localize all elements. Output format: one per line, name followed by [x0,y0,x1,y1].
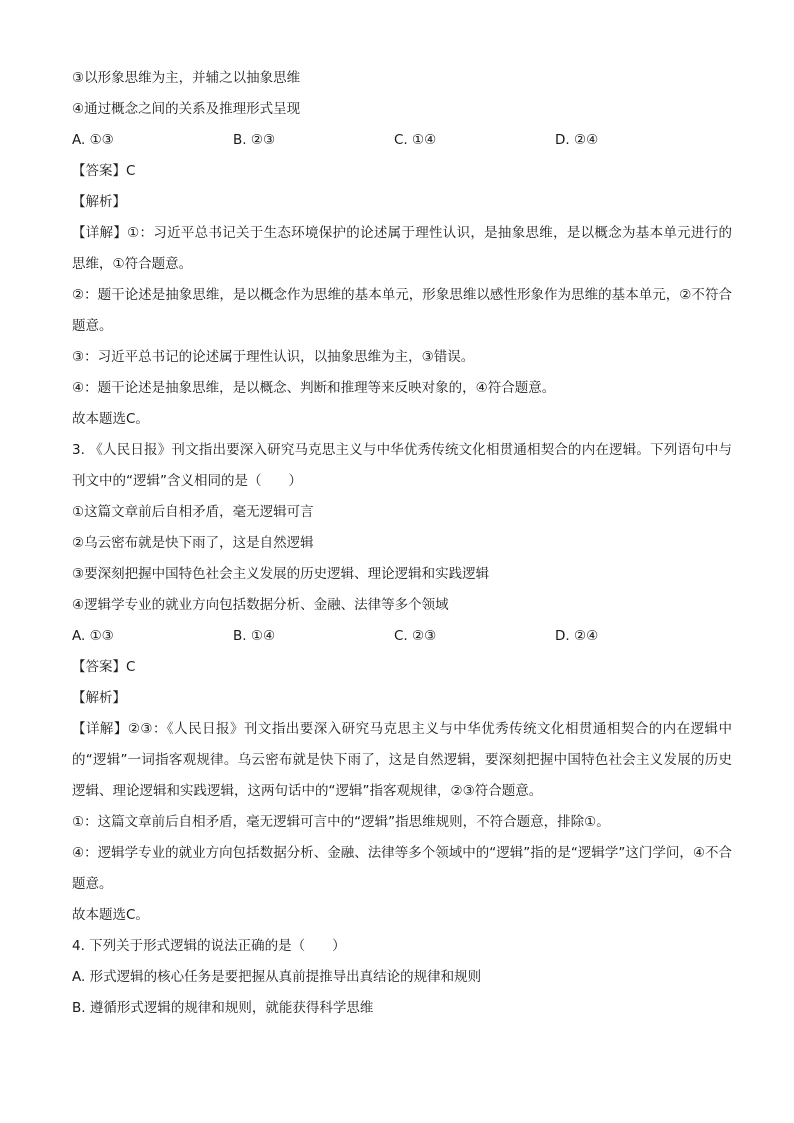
detail-tag: 【详解】 [72,225,128,241]
choice-row [72,125,732,156]
option-4: ④通过概念之间的关系及推理形式呈现 [72,101,301,117]
question-stem: 3. 《人民日报》刊文指出要深入研究马克思主义与中华优秀传统文化相贯通相契合的内在逻辑。下列语句中与刊文中的“逻辑”含义相同的是（ ） [72,442,732,489]
choice-d: D. ②④ [555,628,599,644]
detail-tag: 【详解】 [72,721,128,737]
choice-a: A. ①③ [72,132,114,148]
option-b: B. 遵循形式逻辑的规律和规则，就能获得科学思维 [72,1000,374,1016]
option-3: ③以形象思维为主，并辅之以抽象思维 [72,70,301,86]
detail-paragraph: ④：逻辑学专业的就业方向包括数据分析、金融、法律等多个领域中的“逻辑”指的是“逻辑学”这门学问，④不合题意。 [72,845,732,892]
option-3: ③要深刻把握中国特色社会主义发展的历史逻辑、理论逻辑和实践逻辑 [72,566,490,582]
choice-c: C. ②③ [394,628,437,644]
answer-label: 【答案】C [72,659,136,675]
choice-row [72,621,732,652]
analysis-label: 【解析】 [72,194,126,210]
detail-paragraph: ④：题干论述是抽象思维，是以概念、判断和推理等来反映对象的，④符合题意。 [72,380,556,396]
choice-b: B. ②③ [233,132,276,148]
detail-text: ②③：《人民日报》刊文指出要深入研究马克思主义与中华优秀传统文化相贯通相契合的内在逻辑中的“逻辑”一词指客观规律。乌云密布就是快下雨了，这是自然逻辑，要深刻把握中国特色社会主义发展的历史逻辑、理论逻辑和实践逻辑，这两句话中的“逻辑”指客观规律，②③符合题意。 [72,721,732,799]
analysis-label: 【解析】 [72,690,126,706]
detail-paragraph [72,714,732,807]
detail-paragraph: ②：题干论述是抽象思维，是以概念作为思维的基本单元，形象思维以感性形象作为思维的基本单元，②不符合题意。 [72,287,732,334]
choice-b: B. ①④ [233,628,276,644]
question-stem: 4. 下列关于形式逻辑的说法正确的是（ ） [72,938,346,954]
choice-d: D. ②④ [555,132,599,148]
choice-c: C. ①④ [394,132,437,148]
detail-paragraph: ③：习近平总书记的论述属于理性认识，以抽象思维为主，③错误。 [72,349,475,365]
option-2: ②乌云密布就是快下雨了，这是自然逻辑 [72,535,314,551]
detail-paragraph: ①：这篇文章前后自相矛盾，毫无逻辑可言中的“逻辑”指思维规则，不符合题意，排除①。 [72,814,610,830]
detail-paragraph [72,218,732,280]
option-a: A. 形式逻辑的核心任务是要把握从真前提推导出真结论的规律和规则 [72,969,482,985]
choice-a: A. ①③ [72,628,114,644]
option-1: ①这篇文章前后自相矛盾，毫无逻辑可言 [72,504,314,520]
conclusion: 故本题选C。 [72,411,149,427]
option-4: ④逻辑学专业的就业方向包括数据分析、金融、法律等多个领域 [72,597,449,613]
detail-text: ①：习近平总书记关于生态环境保护的论述属于理性认识，是抽象思维，是以概念为基本单元进行的思维，①符合题意。 [72,225,732,272]
conclusion: 故本题选C。 [72,907,149,923]
document-page [72,63,732,1024]
answer-label: 【答案】C [72,163,136,179]
